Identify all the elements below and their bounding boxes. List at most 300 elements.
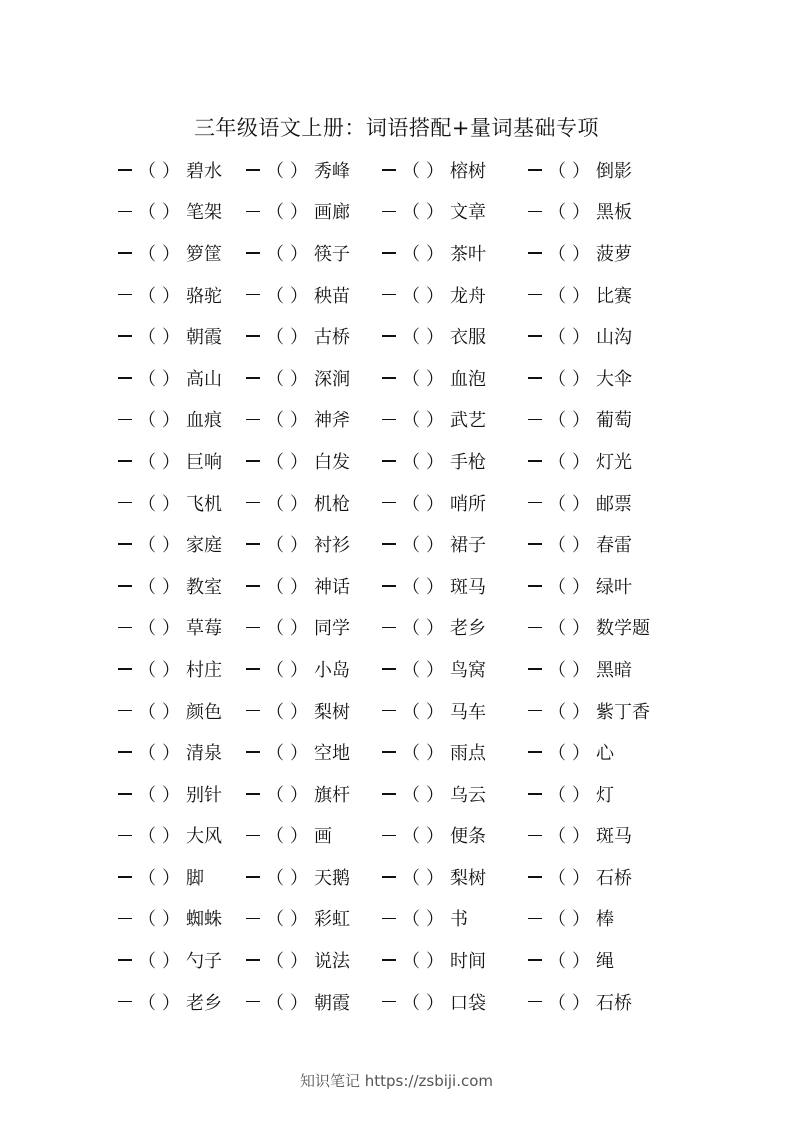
exercise-row [118, 565, 698, 607]
dash-mark [528, 169, 542, 171]
exercise-item [118, 573, 246, 599]
answer-blank[interactable]: （ ） [402, 618, 444, 640]
dash-mark [382, 876, 396, 878]
answer-blank[interactable]: （ ） [266, 243, 308, 265]
answer-blank[interactable]: （ ） [138, 701, 180, 723]
dash-mark [528, 502, 542, 504]
exercise-item [528, 739, 698, 765]
answer-blank[interactable]: （ ） [266, 535, 308, 557]
noun-word: 黑暗 [596, 659, 632, 681]
answer-blank[interactable]: （ ） [266, 576, 308, 598]
dash-mark [246, 1001, 260, 1003]
answer-blank[interactable]: （ ） [548, 535, 590, 557]
noun-word: 斑马 [450, 576, 486, 598]
answer-blank[interactable]: （ ） [266, 160, 308, 182]
dash-mark [382, 627, 396, 629]
dash-mark [118, 585, 132, 587]
noun-word: 颜色 [186, 701, 222, 723]
noun-word: 裙子 [450, 535, 486, 557]
answer-blank[interactable]: （ ） [266, 451, 308, 473]
noun-word: 秧苗 [314, 285, 350, 307]
exercise-item [246, 947, 382, 973]
noun-word: 骆驼 [186, 285, 222, 307]
dash-mark [382, 793, 396, 795]
dash-mark [246, 211, 260, 213]
exercise-item [382, 947, 528, 973]
exercise-item [528, 822, 698, 848]
dash-mark [528, 627, 542, 629]
dash-mark [382, 502, 396, 504]
answer-blank[interactable]: （ ） [402, 285, 444, 307]
answer-blank[interactable]: （ ） [548, 867, 590, 889]
exercise-item [382, 448, 528, 474]
exercise-row [118, 274, 698, 316]
exercise-row [118, 939, 698, 981]
noun-word: 数学题 [596, 618, 650, 640]
answer-blank[interactable]: （ ） [402, 160, 444, 182]
exercise-row [118, 523, 698, 565]
noun-word: 神斧 [314, 410, 350, 432]
exercise-item [118, 323, 246, 349]
noun-word: 老乡 [450, 618, 486, 640]
answer-blank[interactable]: （ ） [402, 576, 444, 598]
dash-mark [528, 377, 542, 379]
dash-mark [118, 377, 132, 379]
answer-blank[interactable]: （ ） [548, 451, 590, 473]
dash-mark [246, 710, 260, 712]
answer-blank[interactable]: （ ） [266, 202, 308, 224]
answer-blank[interactable]: （ ） [548, 951, 590, 973]
exercise-item [118, 947, 246, 973]
noun-word: 大风 [186, 826, 222, 848]
dash-mark [382, 460, 396, 462]
exercise-item [528, 656, 698, 682]
exercise-item [528, 947, 698, 973]
noun-word: 石桥 [596, 867, 632, 889]
answer-blank[interactable]: （ ） [266, 368, 308, 390]
exercise-item [246, 282, 382, 308]
dash-mark [246, 876, 260, 878]
answer-blank[interactable]: （ ） [402, 909, 444, 931]
footer-watermark: 知识笔记 https://zsbiji.com [299, 1072, 494, 1090]
dash-mark [246, 793, 260, 795]
noun-word: 龙舟 [450, 285, 486, 307]
dash-mark [382, 294, 396, 296]
dash-mark [528, 543, 542, 545]
answer-blank[interactable]: （ ） [548, 909, 590, 931]
dash-mark [246, 252, 260, 254]
dash-mark [246, 169, 260, 171]
answer-blank[interactable]: （ ） [402, 701, 444, 723]
exercise-item [528, 406, 698, 432]
exercise-item [118, 656, 246, 682]
answer-blank[interactable]: （ ） [548, 618, 590, 640]
answer-blank[interactable]: （ ） [138, 410, 180, 432]
noun-word: 梨树 [450, 867, 486, 889]
dash-mark [118, 959, 132, 961]
dash-mark [118, 294, 132, 296]
exercise-item [246, 698, 382, 724]
noun-word: 石桥 [596, 992, 632, 1014]
answer-blank[interactable]: （ ） [548, 826, 590, 848]
exercise-item [246, 614, 382, 640]
exercise-item [246, 406, 382, 432]
noun-word: 筷子 [314, 243, 350, 265]
exercise-item [246, 781, 382, 807]
answer-blank[interactable]: （ ） [402, 368, 444, 390]
noun-word: 蜘蛛 [186, 909, 222, 931]
dash-mark [118, 252, 132, 254]
dash-mark [382, 335, 396, 337]
exercise-item [118, 864, 246, 890]
answer-blank[interactable]: （ ） [402, 410, 444, 432]
noun-word: 榕树 [450, 160, 486, 182]
noun-word: 古桥 [314, 327, 350, 349]
noun-word: 雨点 [450, 743, 486, 765]
answer-blank[interactable]: （ ） [138, 493, 180, 515]
exercise-item [382, 614, 528, 640]
answer-blank[interactable]: （ ） [138, 826, 180, 848]
dash-mark [528, 710, 542, 712]
noun-word: 别针 [186, 784, 222, 806]
exercise-item [118, 781, 246, 807]
noun-word: 脚 [186, 867, 204, 889]
dash-mark [528, 1001, 542, 1003]
answer-blank[interactable]: （ ） [266, 410, 308, 432]
dash-mark [382, 377, 396, 379]
dash-mark [246, 377, 260, 379]
answer-blank[interactable]: （ ） [548, 701, 590, 723]
answer-blank[interactable]: （ ） [402, 202, 444, 224]
exercise-row [118, 607, 698, 649]
answer-blank[interactable]: （ ） [138, 327, 180, 349]
dash-mark [118, 627, 132, 629]
exercise-item [382, 864, 528, 890]
dash-mark [382, 751, 396, 753]
exercise-item [246, 739, 382, 765]
dash-mark [246, 460, 260, 462]
noun-word: 菠萝 [596, 243, 632, 265]
answer-blank[interactable]: （ ） [266, 951, 308, 973]
answer-blank[interactable]: （ ） [548, 992, 590, 1014]
exercise-item [528, 490, 698, 516]
dash-mark [246, 835, 260, 837]
noun-word: 书 [450, 909, 468, 931]
exercise-item [382, 198, 528, 224]
dash-mark [118, 169, 132, 171]
answer-blank[interactable]: （ ） [138, 535, 180, 557]
noun-word: 村庄 [186, 659, 222, 681]
noun-word: 碧水 [186, 160, 222, 182]
dash-mark [246, 502, 260, 504]
dash-mark [246, 294, 260, 296]
answer-blank[interactable]: （ ） [138, 743, 180, 765]
exercise-item [382, 323, 528, 349]
dash-mark [528, 793, 542, 795]
exercise-item [118, 905, 246, 931]
exercise-item [246, 198, 382, 224]
exercise-item [118, 739, 246, 765]
answer-blank[interactable]: （ ） [548, 659, 590, 681]
answer-blank[interactable]: （ ） [138, 784, 180, 806]
answer-blank[interactable]: （ ） [266, 493, 308, 515]
answer-blank[interactable]: （ ） [138, 285, 180, 307]
noun-word: 旗杆 [314, 784, 350, 806]
exercise-row [118, 898, 698, 940]
answer-blank[interactable]: （ ） [266, 743, 308, 765]
dash-mark [382, 211, 396, 213]
exercise-row [118, 648, 698, 690]
dash-mark [528, 668, 542, 670]
dash-mark [528, 252, 542, 254]
dash-mark [118, 543, 132, 545]
answer-blank[interactable]: （ ） [548, 243, 590, 265]
dash-mark [246, 959, 260, 961]
exercise-row [118, 440, 698, 482]
answer-blank[interactable]: （ ） [402, 659, 444, 681]
dash-mark [118, 835, 132, 837]
exercise-item [118, 198, 246, 224]
noun-word: 棒 [596, 909, 614, 931]
answer-blank[interactable]: （ ） [266, 701, 308, 723]
exercise-item [528, 157, 698, 183]
noun-word: 大伞 [596, 368, 632, 390]
exercise-item [246, 157, 382, 183]
answer-blank[interactable]: （ ） [138, 867, 180, 889]
exercise-item [528, 365, 698, 391]
dash-mark [118, 668, 132, 670]
noun-word: 灯光 [596, 451, 632, 473]
dash-mark [528, 876, 542, 878]
noun-word: 紫丁香 [596, 701, 650, 723]
answer-blank[interactable]: （ ） [402, 327, 444, 349]
noun-word: 巨响 [186, 451, 222, 473]
exercise-item [118, 490, 246, 516]
noun-word: 山沟 [596, 327, 632, 349]
exercise-item [528, 614, 698, 640]
dash-mark [246, 668, 260, 670]
noun-word: 衬衫 [314, 535, 350, 557]
noun-word: 乌云 [450, 784, 486, 806]
exercise-item [382, 531, 528, 557]
exercise-item [528, 573, 698, 599]
noun-word: 春雷 [596, 535, 632, 557]
noun-word: 飞机 [186, 493, 222, 515]
dash-mark [118, 335, 132, 337]
answer-blank[interactable]: （ ） [402, 451, 444, 473]
exercise-item [528, 323, 698, 349]
dash-mark [382, 169, 396, 171]
answer-blank[interactable]: （ ） [548, 160, 590, 182]
exercise-item [382, 406, 528, 432]
answer-blank[interactable]: （ ） [138, 659, 180, 681]
exercise-row [118, 315, 698, 357]
dash-mark [246, 543, 260, 545]
noun-word: 深涧 [314, 368, 350, 390]
answer-blank[interactable]: （ ） [548, 327, 590, 349]
answer-blank[interactable]: （ ） [138, 451, 180, 473]
dash-mark [118, 918, 132, 920]
answer-blank[interactable]: （ ） [548, 743, 590, 765]
answer-blank[interactable]: （ ） [548, 285, 590, 307]
dash-mark [528, 585, 542, 587]
exercise-item [118, 157, 246, 183]
dash-mark [118, 460, 132, 462]
answer-blank[interactable]: （ ） [266, 784, 308, 806]
answer-blank[interactable]: （ ） [138, 618, 180, 640]
dash-mark [246, 918, 260, 920]
dash-mark [118, 419, 132, 421]
noun-word: 朝霞 [186, 327, 222, 349]
dash-mark [528, 751, 542, 753]
exercise-item [528, 781, 698, 807]
exercise-item [382, 739, 528, 765]
noun-word: 斑马 [596, 826, 632, 848]
answer-blank[interactable]: （ ） [138, 909, 180, 931]
exercise-item [382, 157, 528, 183]
answer-blank[interactable]: （ ） [138, 160, 180, 182]
exercise-item [528, 198, 698, 224]
exercise-item [382, 365, 528, 391]
noun-word: 笔架 [186, 202, 222, 224]
answer-blank[interactable]: （ ） [402, 826, 444, 848]
exercise-row [118, 856, 698, 898]
answer-blank[interactable]: （ ） [266, 826, 308, 848]
dash-mark [382, 1001, 396, 1003]
exercise-item [118, 822, 246, 848]
exercise-item [118, 531, 246, 557]
answer-blank[interactable]: （ ） [402, 867, 444, 889]
noun-word: 朝霞 [314, 992, 350, 1014]
noun-word: 教室 [186, 576, 222, 598]
noun-word: 手枪 [450, 451, 486, 473]
exercise-item [246, 573, 382, 599]
answer-blank[interactable]: （ ） [266, 618, 308, 640]
answer-blank[interactable]: （ ） [266, 867, 308, 889]
noun-word: 鸟窝 [450, 659, 486, 681]
answer-blank[interactable]: （ ） [548, 576, 590, 598]
noun-word: 文章 [450, 202, 486, 224]
dash-mark [246, 627, 260, 629]
dash-mark [118, 502, 132, 504]
dash-mark [382, 918, 396, 920]
noun-word: 画 [314, 826, 332, 848]
noun-word: 口袋 [450, 992, 486, 1014]
answer-blank[interactable]: （ ） [548, 368, 590, 390]
noun-word: 绳 [596, 951, 614, 973]
noun-word: 机枪 [314, 493, 350, 515]
dash-mark [382, 585, 396, 587]
exercise-item [528, 989, 698, 1015]
answer-blank[interactable]: （ ） [138, 202, 180, 224]
exercise-row [118, 149, 698, 191]
page-title: 三年级语文上册：词语搭配+量词基础专项 [193, 116, 600, 140]
noun-word: 箩筐 [186, 243, 222, 265]
exercise-row [118, 482, 698, 524]
noun-word: 彩虹 [314, 909, 350, 931]
noun-word: 武艺 [450, 410, 486, 432]
exercise-item [528, 531, 698, 557]
noun-word: 空地 [314, 743, 350, 765]
exercise-item [528, 905, 698, 931]
answer-blank[interactable]: （ ） [402, 493, 444, 515]
answer-blank[interactable]: （ ） [402, 535, 444, 557]
answer-blank[interactable]: （ ） [548, 202, 590, 224]
answer-blank[interactable]: （ ） [266, 285, 308, 307]
noun-word: 血痕 [186, 410, 222, 432]
exercise-item [246, 448, 382, 474]
answer-blank[interactable]: （ ） [402, 743, 444, 765]
dash-mark [118, 751, 132, 753]
answer-blank[interactable]: （ ） [548, 410, 590, 432]
answer-blank[interactable]: （ ） [266, 659, 308, 681]
answer-blank[interactable]: （ ） [266, 327, 308, 349]
noun-word: 邮票 [596, 493, 632, 515]
dash-mark [246, 419, 260, 421]
dash-mark [528, 835, 542, 837]
answer-blank[interactable]: （ ） [266, 992, 308, 1014]
answer-blank[interactable]: （ ） [548, 493, 590, 515]
noun-word: 勺子 [186, 951, 222, 973]
noun-word: 茶叶 [450, 243, 486, 265]
exercise-row [118, 773, 698, 815]
noun-word: 衣服 [450, 327, 486, 349]
noun-word: 马车 [450, 701, 486, 723]
noun-word: 神话 [314, 576, 350, 598]
noun-word: 心 [596, 743, 614, 765]
noun-word: 画廊 [314, 202, 350, 224]
answer-blank[interactable]: （ ） [138, 992, 180, 1014]
answer-blank[interactable]: （ ） [402, 951, 444, 973]
noun-word: 草莓 [186, 618, 222, 640]
exercise-item [246, 905, 382, 931]
exercise-item [246, 989, 382, 1015]
answer-blank[interactable]: （ ） [402, 243, 444, 265]
exercise-item [118, 365, 246, 391]
answer-blank[interactable]: （ ） [138, 368, 180, 390]
exercise-item [118, 406, 246, 432]
noun-word: 小岛 [314, 659, 350, 681]
noun-word: 梨树 [314, 701, 350, 723]
answer-blank[interactable]: （ ） [548, 784, 590, 806]
exercise-row [118, 815, 698, 857]
exercise-row [118, 357, 698, 399]
exercise-item [528, 282, 698, 308]
exercise-item [246, 323, 382, 349]
dash-mark [382, 419, 396, 421]
answer-blank[interactable]: （ ） [138, 576, 180, 598]
exercise-item [246, 531, 382, 557]
dash-mark [382, 668, 396, 670]
noun-word: 便条 [450, 826, 486, 848]
dash-mark [382, 835, 396, 837]
dash-mark [246, 335, 260, 337]
dash-mark [528, 294, 542, 296]
dash-mark [118, 710, 132, 712]
answer-blank[interactable]: （ ） [138, 951, 180, 973]
answer-blank[interactable]: （ ） [138, 243, 180, 265]
exercise-item [118, 614, 246, 640]
noun-word: 天鹅 [314, 867, 350, 889]
noun-word: 白发 [314, 451, 350, 473]
noun-word: 时间 [450, 951, 486, 973]
exercise-item [246, 822, 382, 848]
answer-blank[interactable]: （ ） [402, 784, 444, 806]
answer-blank[interactable]: （ ） [402, 992, 444, 1014]
noun-word: 老乡 [186, 992, 222, 1014]
answer-blank[interactable]: （ ） [266, 909, 308, 931]
noun-word: 绿叶 [596, 576, 632, 598]
